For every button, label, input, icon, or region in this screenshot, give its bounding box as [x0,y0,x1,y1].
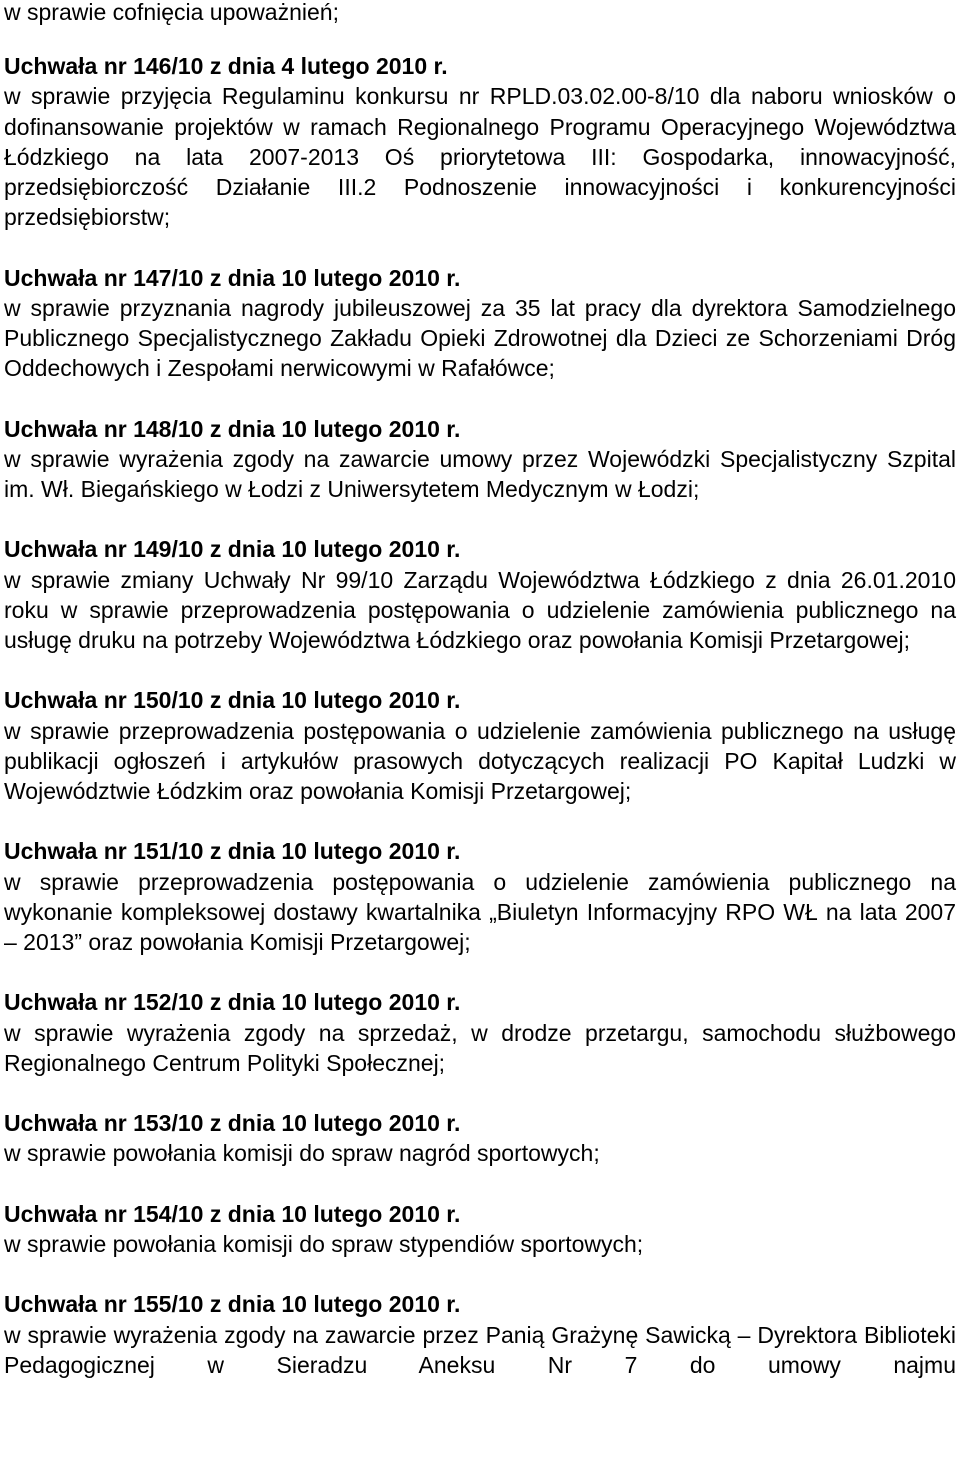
resolution-body: w sprawie wyrażenia zgody na zawarcie umowy przez Wojewódzki Specjalistyczny Szpital im. Wł. Biegańskiego w Łodzi z Uniwersytetem Medycznym w Łodzi; [4,445,956,503]
resolution-151 [4,836,956,957]
spacer [4,655,956,685]
resolution-heading: Uchwała nr 146/10 z dnia 4 lutego 2010 r. [4,53,448,80]
resolution-148 [4,414,956,505]
intro-tail-text: w sprawie cofnięcia upoważnień; [4,0,339,25]
resolution-body: w sprawie przeprowadzenia postępowania o udzielenie zamówienia publicznego na usługę publikacji ogłoszeń i artykułów prasowych dotyczących realizacji PO Kapitał Ludzki w Województwie Łódzkim oraz powołania Komisji Przetargowej; [4,717,956,805]
resolution-heading: Uchwała nr 148/10 z dnia 10 lutego 2010 r. [4,415,461,442]
resolution-heading: Uchwała nr 152/10 z dnia 10 lutego 2010 r. [4,989,461,1016]
resolution-body: w sprawie wyrażenia zgody na sprzedaż, w drodze przetargu, samochodu służbowego Regionalnego Centrum Polityki Społecznej; [4,1019,956,1076]
resolution-heading: Uchwała nr 151/10 z dnia 10 lutego 2010 r. [4,838,461,865]
spacer [4,27,956,51]
resolution-152 [4,987,956,1078]
resolution-body: w sprawie przyznania nagrody jubileuszowej za 35 lat pracy dla dyrektora Samodzielnego Publicznego Specjalistycznego Zakładu Opieki Zdrowotnej dla Dzieci ze Schorzeniami Dróg Oddechowych i Zespołami nerwicowymi w Rafałówce; [4,294,956,382]
resolution-body: w sprawie powołania komisji do spraw stypendiów sportowych; [4,1231,644,1257]
resolution-149 [4,534,956,655]
spacer [4,1169,956,1199]
resolution-153 [4,1108,956,1168]
resolution-heading: Uchwała nr 155/10 z dnia 10 lutego 2010 r. [4,1291,461,1318]
resolution-146 [4,51,956,232]
resolution-body: w sprawie zmiany Uchwały Nr 99/10 Zarządu Województwa Łódzkiego z dnia 26.01.2010 roku w sprawie przeprowadzenia postępowania o udzielenie zamówienia publicznego na usługę druku na potrzeby Województwa Łódzkiego oraz powołania Komisji Przetargowej; [4,566,956,654]
resolution-heading: Uchwała nr 149/10 z dnia 10 lutego 2010 r. [4,536,461,563]
resolution-body: w sprawie przeprowadzenia postępowania o udzielenie zamówienia publicznego na wykonanie kompleksowej dostawy kwartalnika „Biuletyn Informacyjny RPO WŁ na lata 2007 – 2013” oraz powołania Komisji Przetargowej; [4,868,956,956]
resolution-150 [4,685,956,806]
resolution-155 [4,1289,956,1380]
document-page [4,0,956,1380]
resolution-heading: Uchwała nr 154/10 z dnia 10 lutego 2010 r. [4,1200,461,1227]
resolution-heading: Uchwała nr 153/10 z dnia 10 lutego 2010 r. [4,1110,461,1137]
spacer [4,806,956,836]
resolution-147 [4,263,956,384]
resolution-body: w sprawie wyrażenia zgody na zawarcie przez Panią Grażynę Sawicką – Dyrektora Biblioteki Pedagogicznej w Sieradzu Aneksu Nr 7 do umowy najmu [4,1321,956,1378]
spacer [4,383,956,413]
resolution-heading: Uchwała nr 150/10 z dnia 10 lutego 2010 r. [4,687,461,714]
spacer [4,1078,956,1108]
spacer [4,232,956,262]
resolution-154 [4,1199,956,1259]
spacer [4,1259,956,1289]
spacer [4,504,956,534]
resolution-body: w sprawie powołania komisji do spraw nagród sportowych; [4,1140,600,1167]
spacer [4,957,956,987]
resolution-body: w sprawie przyjęcia Regulaminu konkursu nr RPLD.03.02.00-8/10 dla naboru wniosków o dofinansowanie projektów w ramach Regionalnego Programu Operacyjnego Województwa Łódzkiego na lata 2007-2013 Oś priorytetowa III: Gospodarka, innowacyjność, przedsiębiorczość Działanie III.2 Podnoszenie innowacyjności i konkurencyjności przedsiębiorstw; [4,83,956,231]
resolution-heading: Uchwała nr 147/10 z dnia 10 lutego 2010 r. [4,264,461,291]
